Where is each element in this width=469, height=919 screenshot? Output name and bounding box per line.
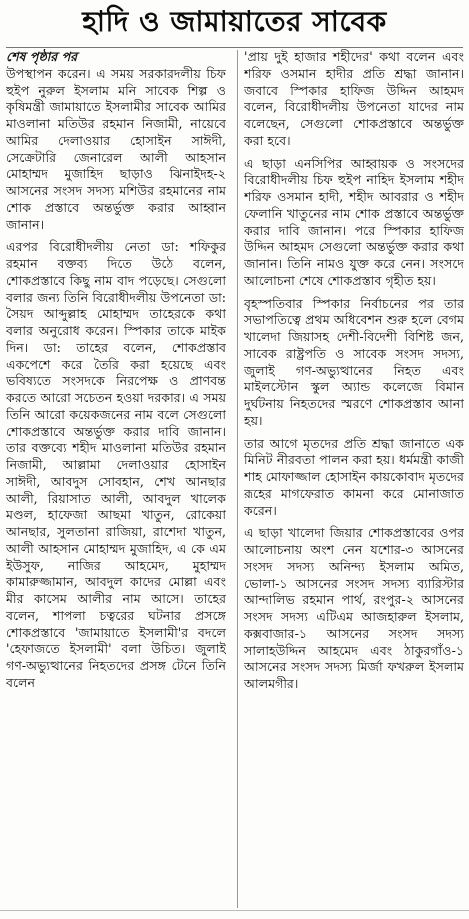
headline-rule [6,47,463,48]
article-headline [0,0,469,46]
paragraph: বৃহস্পতিবার স্পিকার নির্বাচনের পর তার সভাপতিত্বে প্রথম অধিবেশন শুরু হলে বেগম খালেদা জিয়াসহ দেশী-বিদেশী বিশিষ্ট জন, সাবেক রাষ্ট্রপতি ও সাবেক সংসদ সদস্য, জুলাই গণ-অভ্যুত্থানের নিহত এবং মাইলস্টোন স্কুল অ্যান্ড কলেজে বিমান দুর্ঘটনায় নিহতদের স্মরণে শোকপ্রস্তাব আনা হয়। [244,295,464,428]
headline-text: হাদি ও জামায়াতের সাবেক [82,4,387,38]
paragraph: উপস্থাপন করেন। এ সময় সরকারদলীয় চিফ হুইপ নুরুল ইসলাম মনি সাবেক শিল্প ও কৃষিমন্ত্রী জামায়াতে ইসলামীর সাবেক আমির মাওলানা মতিউর রহমান নিজামী, নায়েবে আমির দেলাওয়ার হোসাইন সাঈদী, সেক্রেটারি জেনারেল আলী আহসান মোহাম্মদ মুজাহিদ ছাড়াও ঝিনাইদহ-২ আসনের সংসদ সদস্য মশিউর রহমানের নাম শোক প্রস্তাবে অন্তর্ভুক্ত করার আহ্বান জানান। [6,65,226,232]
continued-from-label: শেষ পৃষ্ঠার পর [6,49,78,64]
left-column [6,49,226,909]
paragraph: 'প্রায় দুই হাজার শহীদের' কথা বলেন এবং শরিফ ওসমান হাদীর প্রতি শ্রদ্ধা জানান। জবাবে স্পিকার হাফিজ উদ্দিন আহমদ বলেন, বিরোধীদলীয় উপনেতা যাদের নাম বলেছেন, সেগুলো শোকপ্রস্তাবে অন্তর্ভুক্ত করা হবে। [244,49,464,148]
paragraph: তার আগে মৃতদের প্রতি শ্রদ্ধা জানাতে এক মিনিট নীরবতা পালন করা হয়। ধর্মমন্ত্রী কাজী শাহ মোফাজ্জাল হোসাইন কায়কোবাদ মৃতদের রূহের মাগফেরাত কামনা করে মোনাজাত করেন। [244,435,464,518]
paragraph: এ ছাড়া এনসিপির আহ্বায়ক ও সংসদের বিরোধীদলীয় চিফ হুইপ নাহিদ ইসলাম শহীদ শরিফ ওসমান হাদী, শহীদ আবরার ও শহীদ ফেলানি খাতুনের নাম শোক প্রস্তাবে অন্তর্ভুক্ত করার দাবি জানান। পরে স্পিকার হাফিজ উদ্দিন আহমদ সেগুলো অন্তর্ভুক্ত করার কথা জানান। তিনি নামও যুক্ত করে নেন। সংসদে আলোচনা শেষে শোকপ্রস্তাব গৃহীত হয়। [244,155,464,288]
paragraph: এ ছাড়া খালেদা জিয়ার শোকপ্রস্তাবের ওপর আলোচনায় অংশ নেন যশোর-৩ আসনের সংসদ সদস্য অনিন্দ্য ইসলাম অমিত, ভোলা-১ আসনের সংসদ সদস্য ব্যারিস্টার আন্দালিভ রহমান পার্থ, রংপুর-২ আসনের সংসদ সদস্য এটিএম আজহারুল ইসলাম, কক্সবাজার-১ আসনের সংসদ সদস্য সালাহউদ্দিন আহমেদ এবং ঠাকুরগাঁও-১ আসনের সংসদ সদস্য মির্জা ফখরুল ইসলাম আলমগীর। [244,525,464,691]
column-divider [237,50,238,908]
paragraph: এরপর বিরোধীদলীয় নেতা ডা: শফিকুর রহমান বক্তব্য দিতে উঠে বলেন, শোকপ্রস্তাবে কিছু নাম বাদ পড়েছে। সেগুলো বলার জন্য তিনি বিরোধীদলীয় উপনেতা ডা: সৈয়দ আব্দুল্লাহ মোহাম্মদ তাহেরকে কথা বলার অনুরোধ করেন। স্পিকার তাকে মাইক দিন। ডা: তাহের বলেন, শোকপ্রস্তাব একপেশে করে তৈরি করা হয়েছে এবং ভবিষ্যতে সংসদকে নিরপেক্ষ ও প্রাণবন্ত করতে আরো সচেতন হওয়া দরকার। এ সময় তিনি আরো কয়েকজনের নাম বলে সেগুলো শোকপ্রস্তাবে অন্তর্ভুক্ত করার দাবি জানান। তার বক্তব্যে শহীদ মাওলানা মতিউর রহমান নিজামী, আল্লামা দেলাওয়ার হোসাইন সাঈদী, আবদুস সোবহান, শেখ আনছার আলী, রিয়াসাত আলী, আবদুল খালেক মণ্ডল, হাফেজা আছমা খাতুন, রোকেয়া আনছার, সুলতানা রাজিয়া, রাশেদা খাতুন, আলী আহসান মোহাম্মদ মুজাহিদ, এ কে এম ইউসুফ, নাজির আহমেদ, মুহাম্মদ কামারুজ্জামান, আবদুল কাদের মোল্লা এবং মীর কাসেম আলীর নাম আসে। তাহের বলেন, শাপলা চত্বরের ঘটনার প্রসঙ্গে শোকপ্রস্তাবে 'জামায়াতে ইসলামী'র বদলে 'হেফাজতে ইসলামী' বলা উচিত। জুলাই গণ-অভ্যুত্থানের নিহতদের প্রসঙ্গ টেনে তিনি বলেন [6,239,226,690]
right-column [244,49,464,909]
